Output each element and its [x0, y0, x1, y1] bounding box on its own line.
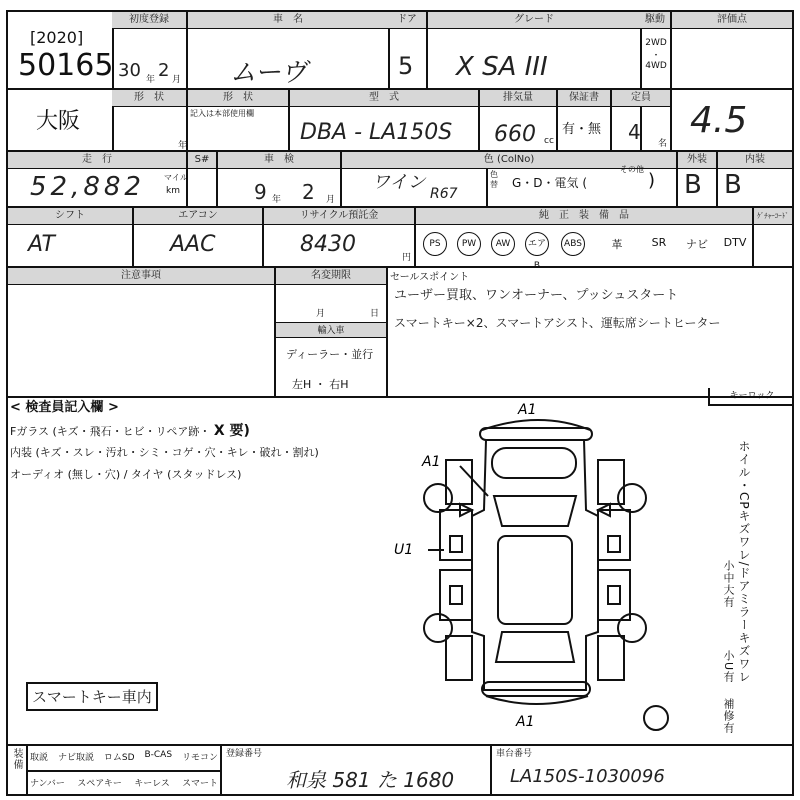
inspector-glass-label: Fガラス (キズ・飛石・ヒビ・リペア跡・ [10, 425, 211, 438]
color-no: R67 [430, 186, 458, 202]
acc-smart: スマート [182, 779, 218, 789]
wheel-right-front [618, 484, 646, 512]
nc-month: 月 [316, 309, 326, 319]
door-count: 5 [398, 52, 414, 80]
hdr-equipment: 純 正 装 備 品 [416, 208, 752, 225]
hdr-key-code: ｹﾞﾁｬｰｺｰﾄﾞ [754, 208, 792, 225]
capacity-value: 4 [628, 120, 641, 144]
car-diagram [394, 400, 710, 740]
color-close: ) [648, 170, 656, 191]
hdr-exterior: 外装 [678, 152, 716, 169]
hdr-shape: 形 状 [112, 90, 186, 107]
hdr-sales-point: セールスポイント [390, 272, 470, 283]
equip-aw-label: AW [491, 232, 515, 256]
equip-dtv: DTV [723, 236, 747, 249]
frame-no-value: LA150S-1030096 [510, 766, 665, 787]
displacement-unit: cc [544, 136, 554, 146]
equip-ps-label: PS [423, 232, 447, 256]
hdr-color: 色 (ColNo) [342, 152, 676, 169]
grade-value: X SA III [456, 52, 548, 82]
hdr-shift: シフト [8, 208, 132, 225]
damage-front: A1 [518, 402, 537, 418]
inspect-year: 9 [254, 180, 267, 204]
hood [492, 448, 576, 478]
nc-dealer: ディーラー・並行 [286, 348, 374, 361]
right-front-window [608, 536, 620, 552]
hdr-capacity: 定員 [612, 90, 670, 107]
inspector-title: < 検査員記入欄 > [10, 400, 119, 415]
model-name: ムーヴ [230, 58, 307, 88]
border-left [6, 10, 8, 796]
hdr-shape2: 形 状 [188, 90, 288, 107]
windshield [494, 496, 576, 526]
frame-no-label: 車台番号 [496, 749, 533, 759]
color-other: その他 [620, 165, 644, 174]
hdr-mileage: 走 行 [8, 152, 186, 169]
equip-sr: SR [651, 236, 667, 249]
left-rear-window [450, 586, 462, 604]
nc-day: 日 [370, 309, 380, 319]
equip-abs-label: ABS [561, 232, 585, 256]
inspector-glass [10, 420, 250, 440]
color-options: G・D・電気 ( [512, 176, 588, 190]
left-front-window [450, 536, 462, 552]
recycle-unit: 円 [402, 253, 412, 263]
drive-sep: ・ [651, 51, 661, 61]
hdr-aircon: エアコン [134, 208, 262, 225]
acc-manual: 取説 [30, 753, 49, 763]
mileage-value: 52,882 [30, 172, 145, 202]
legend-col1: ホイル・CPキズワレ/ドアミラーキズワレ [737, 440, 751, 684]
equip-navi: ナビ [686, 238, 708, 251]
right-rear-fender [598, 636, 624, 680]
rear-window [496, 632, 574, 662]
drive-2wd: 2WD [645, 38, 667, 48]
border-bottom [6, 794, 794, 796]
displacement-value: 660 [494, 122, 536, 147]
inspector-glass-x: X 要) [213, 423, 250, 439]
drive-4wd: 4WD [645, 61, 667, 71]
row-sep-6 [6, 744, 794, 746]
hdr-model: 車 名 [188, 12, 388, 29]
form-value: DBA - LA150S [300, 120, 453, 145]
inspector-audio: オーディオ (無し・穴) / タイヤ (スタッドレス) [10, 468, 242, 481]
roof [498, 536, 572, 624]
first-reg-year-unit: 年 [146, 75, 156, 85]
region: 大阪 [36, 109, 81, 134]
hdr-name-change: 名変期限 [276, 268, 386, 285]
acc-spare-key: スペアキー [77, 779, 122, 789]
row-sep-5 [6, 396, 794, 398]
first-reg-month: 2 [158, 60, 170, 81]
hdr-displacement: 排気量 [480, 90, 556, 107]
hdr-recycle: リサイクル預託金 [264, 208, 414, 225]
damage-left-front: A1 [422, 454, 441, 470]
right-rear-door [598, 570, 630, 620]
reg-no-label: 登録番号 [226, 749, 263, 759]
col-sep-w [386, 266, 388, 396]
legend-col4: 補修有 [722, 698, 735, 734]
equip-airb-label: エアB [525, 232, 549, 256]
hdr-notes: 注意事項 [8, 268, 274, 285]
inspect-month: 2 [302, 180, 315, 204]
equip-leather: 革 [611, 238, 623, 251]
nc-steering: 左H ・ 右H [292, 378, 349, 391]
rear-bumper-outline [486, 696, 588, 704]
equip-abs [556, 232, 590, 256]
hdr-sno: S# [188, 152, 216, 169]
shift-value: AT [28, 232, 55, 257]
accessories-row1 [30, 750, 218, 763]
key-lock-box: キーロック [708, 388, 794, 406]
damage-left-side: U1 [394, 542, 414, 558]
color-value: ワイン [372, 172, 426, 193]
acc-plate: ナンバー [30, 779, 65, 789]
capacity-unit: 名 [658, 139, 668, 149]
hdr-form: 型 式 [290, 90, 478, 107]
acc-rom: ロムSD [103, 753, 135, 763]
score-value: 4.5 [690, 100, 748, 141]
acc-navi-manual: ナビ取説 [57, 753, 94, 763]
mileage-unit-km: km [166, 186, 180, 196]
aircon-value: AAC [170, 232, 216, 257]
lot-number: 50165 [18, 48, 114, 83]
acc-bcas: B-CAS [144, 750, 173, 760]
accessories-row2 [30, 776, 218, 789]
inspector-interior: 内装 (キズ・スレ・汚れ・シミ・コゲ・穴・キレ・破れ・割れ) [10, 446, 319, 459]
hdr-first-reg: 初度登録 [112, 12, 186, 29]
lot-year: [2020] [30, 28, 84, 47]
equip-ps [418, 232, 452, 256]
left-front-fender [446, 460, 472, 504]
reg-no-value: 和泉 581 た 1680 [286, 768, 455, 792]
hdr-grade: グレード [428, 12, 640, 29]
wheel-left-front [424, 484, 452, 512]
drive-options [644, 38, 668, 71]
wheel-right-rear [618, 614, 646, 642]
leader-left-front [460, 466, 488, 496]
row2-year-unit: 年 [178, 141, 188, 151]
interior-grade: B [724, 170, 742, 200]
equip-aw [486, 232, 520, 256]
hdr-score: 評価点 [672, 12, 792, 29]
sales-line1: ユーザー買取、ワンオーナー、プッシュスタート [394, 288, 679, 303]
bottom-col-b [220, 744, 222, 796]
col-sep-f [670, 10, 672, 150]
spare-wheel [644, 706, 668, 730]
left-rear-door [440, 570, 472, 620]
area-label: 記入は本部使用欄 [190, 109, 254, 118]
right-rear-window [608, 586, 620, 604]
left-rear-fender [446, 636, 472, 680]
hdr-interior: 内装 [718, 152, 792, 169]
right-front-fender [598, 460, 624, 504]
inspect-month-unit: 月 [326, 195, 336, 205]
warranty-value: 有・無 [562, 122, 602, 137]
hdr-drive: 駆動 [640, 12, 670, 29]
color-box-label: 色替 [490, 170, 498, 189]
sales-line2: スマートキー×2、スマートアシスト、運転席シートヒーター [394, 316, 721, 330]
acc-remote: リモコン [181, 753, 218, 763]
first-reg-month-unit: 月 [172, 75, 182, 85]
hdr-imported: 輸入車 [276, 322, 386, 338]
legend-col2: 小中大有 [722, 560, 735, 608]
acc-keyless: キーレス [134, 779, 170, 789]
inspector-stamp: スマートキー車内 [26, 682, 158, 711]
inspect-year-unit: 年 [272, 195, 282, 205]
hdr-door: ドア [388, 12, 426, 29]
equip-pw [452, 232, 486, 256]
bottom-col-c [490, 744, 492, 796]
equip-pw-label: PW [457, 232, 481, 256]
legend-col3: 小U有 [722, 650, 735, 684]
front-bumper [480, 428, 592, 440]
exterior-grade: B [684, 170, 702, 200]
bottom-row-mid [26, 770, 220, 772]
bottom-corner-label: 装備 [11, 748, 22, 770]
hdr-inspection: 車 検 [218, 152, 340, 169]
hdr-warranty: 保証書 [558, 90, 610, 107]
first-reg-year: 30 [118, 60, 141, 81]
recycle-value: 8430 [300, 232, 356, 257]
equip-airb [520, 232, 554, 271]
damage-rear: A1 [516, 714, 535, 730]
mileage-unit-mile: マイル [164, 173, 188, 182]
wheel-left-rear [424, 614, 452, 642]
